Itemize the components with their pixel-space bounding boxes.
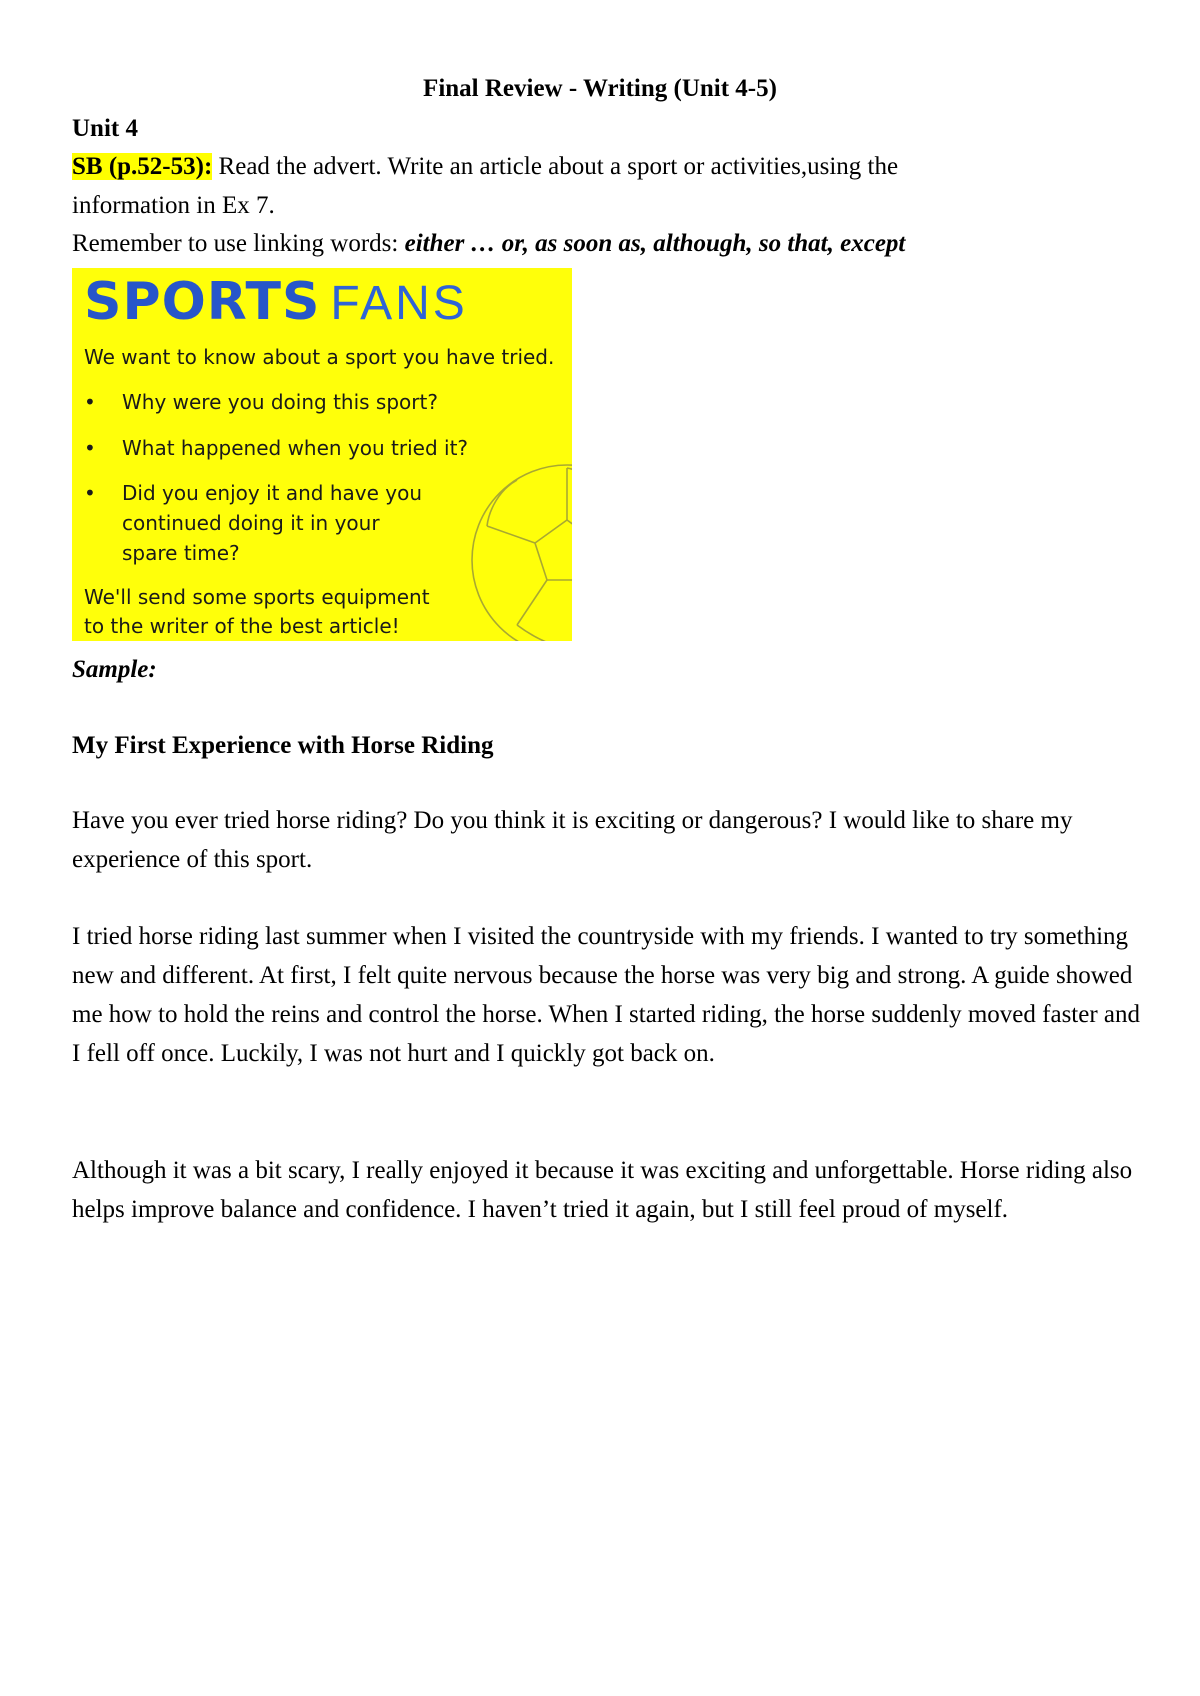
document-title: Final Review - Writing (Unit 4-5) xyxy=(423,75,777,102)
bullet-icon: • xyxy=(84,390,96,414)
advert-closing-2: to the writer of the best article! xyxy=(84,614,400,638)
advert-heading-bold: SPORTS xyxy=(84,272,321,332)
task-reference-highlight: SB (p.52-53): xyxy=(72,153,213,180)
bullet-icon: • xyxy=(84,436,96,460)
sample-heading: My First Experience with Horse Riding xyxy=(72,732,494,759)
advert-bullet-3-line-3: spare time? xyxy=(122,541,240,565)
linking-words-list: either … or, as soon as, although, so that, except xyxy=(404,230,906,257)
linking-words-prefix: Remember to use linking words: xyxy=(72,230,405,257)
task-line-1 xyxy=(72,152,898,182)
unit-heading: Unit 4 xyxy=(72,115,138,142)
sports-fans-advert xyxy=(72,268,572,641)
advert-bullet-text: What happened when you tried it? xyxy=(122,436,469,460)
advert-bullet-text: Did you enjoy it and have you xyxy=(122,481,422,505)
advert-intro: We want to know about a sport you have tried. xyxy=(84,345,555,369)
sample-paragraph-1: Have you ever tried horse riding? Do you think it is exciting or dangerous? I would like to share my experience of this sport. xyxy=(72,807,1073,873)
advert-heading-light: FANS xyxy=(330,277,468,330)
task-line-2: information in Ex 7. xyxy=(72,192,275,219)
linking-words-line xyxy=(72,229,905,259)
advert-closing-1: We'll send some sports equipment xyxy=(84,585,430,609)
advert-heading xyxy=(84,272,468,334)
advert-bullet-text: Why were you doing this sport? xyxy=(122,390,438,414)
football-icon xyxy=(467,460,572,641)
task-instruction: Read the advert. Write an article about a sport or activities,using the xyxy=(212,153,899,180)
advert-bullet-3-line-2: continued doing it in your xyxy=(122,511,380,535)
sample-label: Sample: xyxy=(72,656,157,683)
bullet-icon: • xyxy=(84,481,96,505)
sample-paragraph-2: I tried horse riding last summer when I visited the countryside with my friends. I wanted to try something new and different. At first, I felt quite nervous because the horse was very big and strong. A guide showed me how to hold the reins and control the horse. When I started riding, the horse suddenly moved faster and I fell off once. Luckily, I was not hurt and I quickly got back on. xyxy=(72,923,1141,1067)
sample-paragraph-3: Although it was a bit scary, I really enjoyed it because it was exciting and unforgettable. Horse riding also helps improve balance and confidence. I haven’t tried it again, but I still feel proud of myself. xyxy=(72,1157,1133,1223)
